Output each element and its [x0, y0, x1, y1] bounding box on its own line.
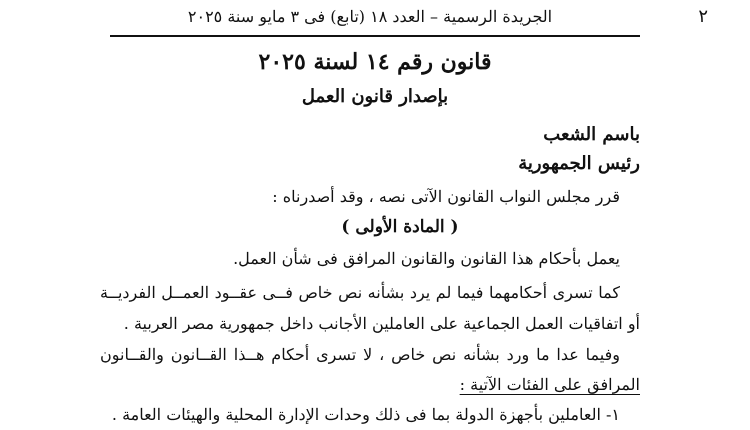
page-number: ٢	[698, 6, 708, 27]
law-title: قانون رقم ١٤ لسنة ٢٠٢٥	[258, 49, 492, 75]
enactment-clause: قرر مجلس النواب القانون الآتى نصه ، وقد أصدرناه :	[272, 187, 620, 206]
list-item-1: ١- العاملين بأجهزة الدولة بما فى ذلك وحدات الإدارة المحلية والهيئات العامة .	[111, 405, 620, 424]
article-paragraph-2-line-2: أو اتفاقيات العمل الجماعية على العاملين الأجانب داخل جمهورية مصر العربية .	[123, 314, 640, 333]
president-heading: رئيس الجمهورية	[518, 153, 640, 174]
article-heading: ( المادة الأولى )	[341, 217, 459, 237]
running-header: الجريدة الرسمية – العدد ١٨ (تابع) فى ٣ مايو سنة ٢٠٢٥	[187, 7, 553, 26]
article-paragraph-3-line-1: وفيما عدا ما ورد بشأنه نص خاص ، لا تسرى أحكام هــذا القــانون والقــانون	[100, 345, 620, 364]
law-subtitle: بإصدار قانون العمل	[301, 86, 449, 107]
article-paragraph-1: يعمل بأحكام هذا القانون والقانون المرافق فى شأن العمل.	[233, 249, 620, 268]
article-paragraph-3-line-2: المرافق على الفئات الآتية :	[459, 375, 640, 394]
in-name-of-people: باسم الشعب	[543, 124, 640, 145]
header-rule	[110, 35, 640, 37]
article-paragraph-2-line-1: كما تسرى أحكامهما فيما لم يرد بشأنه نص خاص فــى عقــود العمــل الفرديــة	[100, 283, 620, 302]
